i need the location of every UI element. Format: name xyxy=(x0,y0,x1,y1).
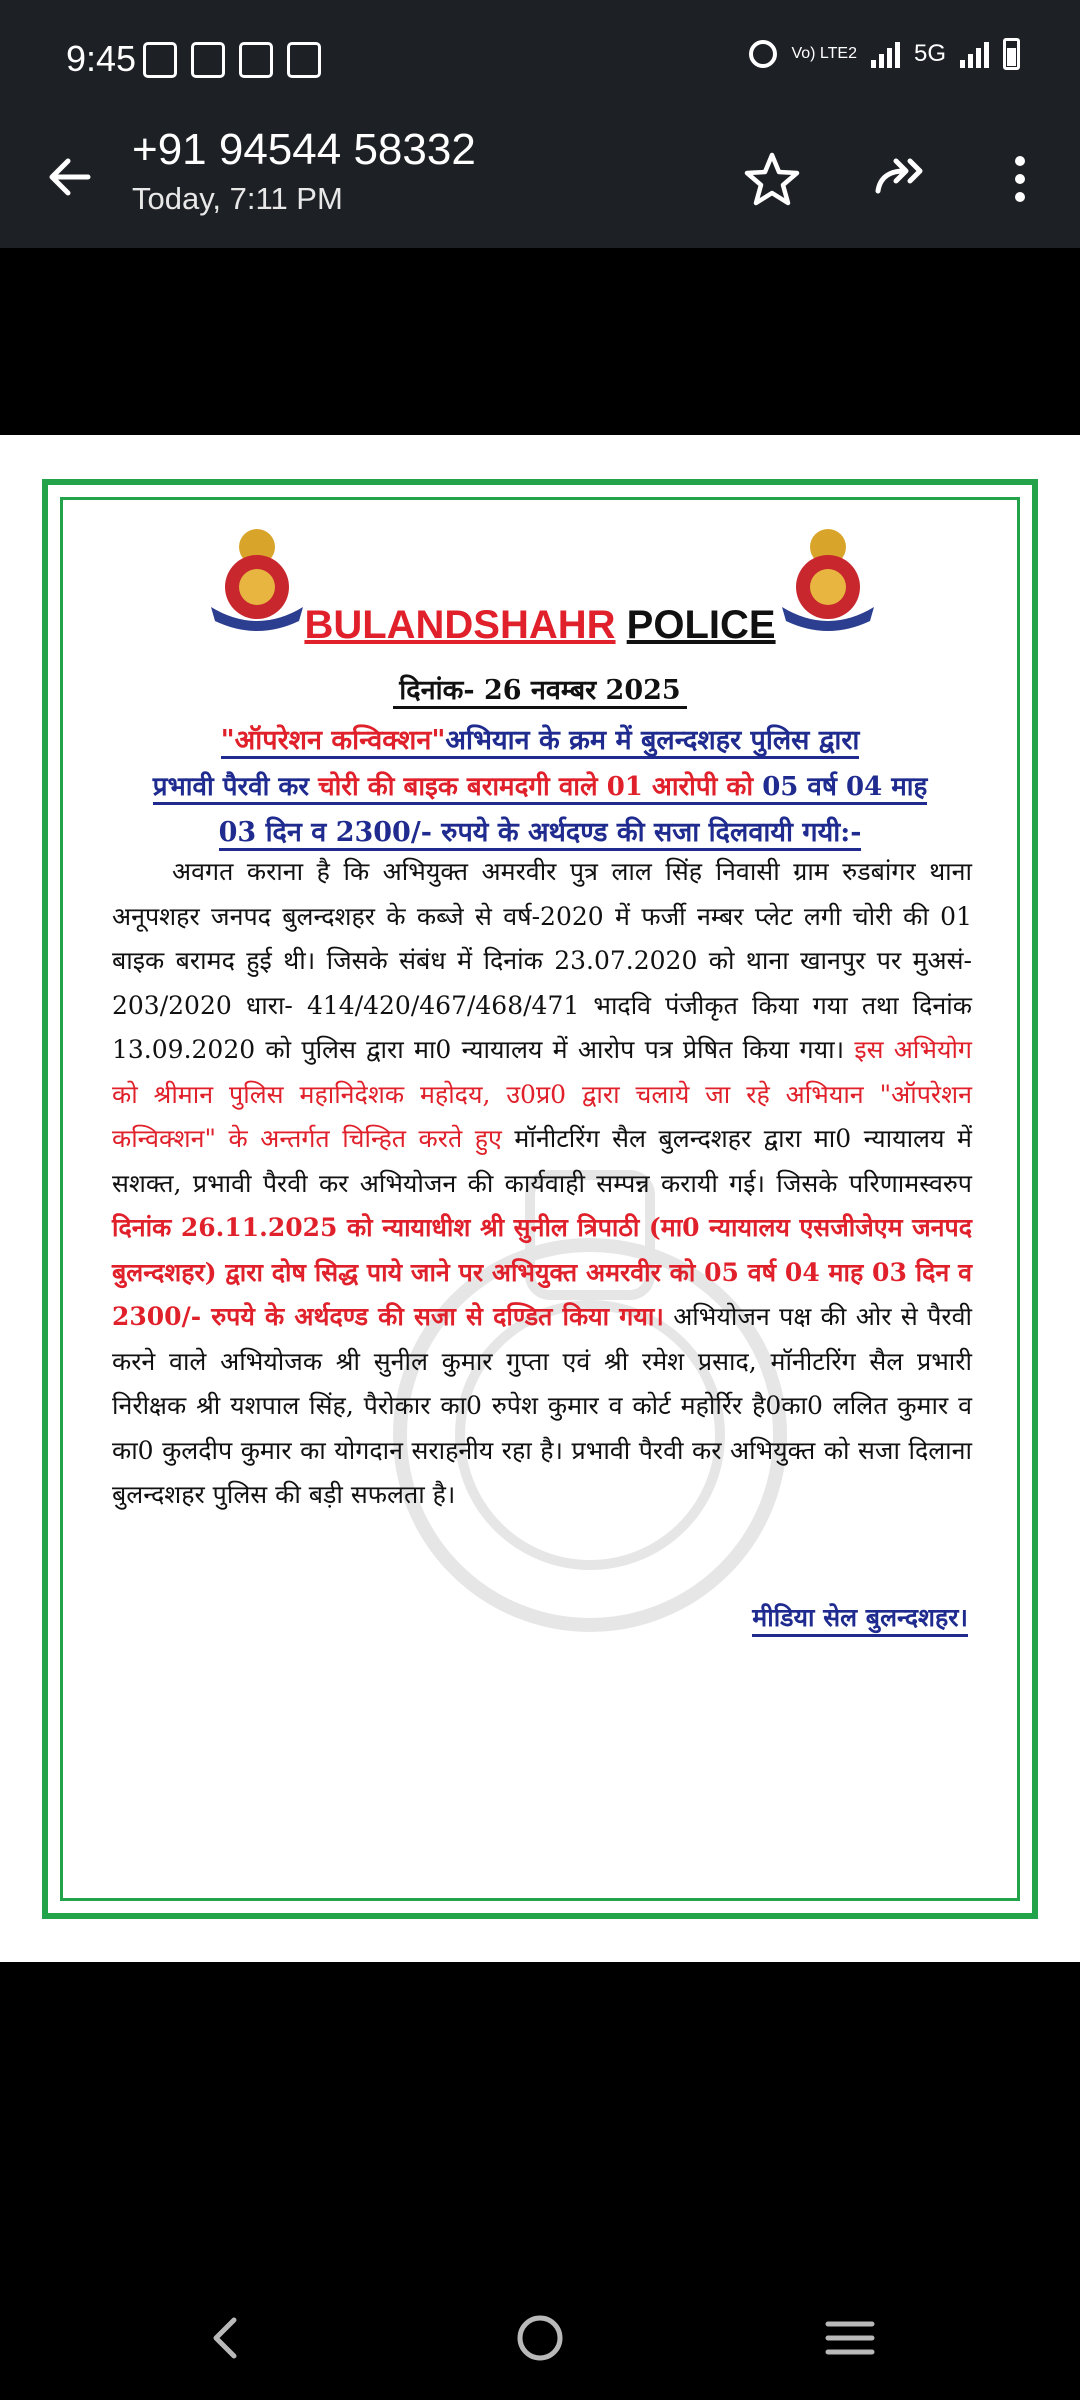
forward-icon[interactable] xyxy=(868,147,932,211)
body-para-verdict: दिनांक 26.11.2025 को न्यायाधीश श्री सुनील त्रिपाठी (मा0 न्यायालय एसजीजेएम जनपद बुलन्दशहर) द्वारा दोष सिद्ध पाये जाने पर अभियुक्त अमरवीर को 05 वर्ष 04 माह 03 दिन व 2300/- रुपये के अर्थदण्ड की सजा से दण्डित किया गया। xyxy=(112,1213,972,1331)
header-police: POLICE xyxy=(626,603,776,647)
document-image[interactable] xyxy=(0,435,1080,1962)
contact-number: +91 94544 58332 xyxy=(132,125,476,174)
dainik-bhaskar-icon xyxy=(239,42,273,78)
title-line-3-text: 03 दिन व 2300/- रुपये के अर्थदण्ड की सजा दिलवायी गयी:- xyxy=(219,817,862,851)
dainik-bhaskar-icon xyxy=(143,42,177,78)
document-header xyxy=(0,603,1080,648)
back-icon[interactable] xyxy=(40,147,100,207)
body-para-campaign: इस अभियोग को श्रीमान पुलिस महानिदेशक महोदय, उ0प्र0 द्वारा चलाये जा रहे अभियान "ऑपरेशन कन्विक्शन" के अन्तर्गत चिन्हित करते हुए xyxy=(112,1035,972,1153)
title-line-1-text: अभियान के क्रम में बुलन्दशहर पुलिस द्वारा xyxy=(445,725,860,756)
title-line-2-text-b: 05 वर्ष 04 माह xyxy=(762,772,928,802)
navigation-bar xyxy=(0,2280,1080,2400)
dainik-bhaskar-icon xyxy=(287,42,321,78)
notification-icons xyxy=(143,42,321,78)
status-indicators xyxy=(749,38,1020,70)
title-line-2-red: चोरी की बाइक बरामदगी वाले 01 आरोपी को xyxy=(318,772,754,802)
body-para-monitoring: मॉनीटरिंग सैल बुलन्दशहर द्वारा मा0 न्यायालय में सशक्त, प्रभावी पैरवी कर अभियोजन की कार्यवाही सम्पन्न करायी गई। जिसके परिणामस्वरुप xyxy=(112,1124,972,1198)
title-operation-name: "ऑपरेशन कन्विक्शन" xyxy=(220,725,446,756)
title-line-2-text-a: प्रभावी पैरवी कर xyxy=(152,772,309,802)
title-line-2 xyxy=(112,764,968,810)
document-date xyxy=(0,670,1080,707)
title-line-1 xyxy=(112,718,968,764)
document-body xyxy=(112,850,972,1518)
app-bar xyxy=(0,125,1080,248)
network-label: 5G xyxy=(913,40,946,67)
home-icon[interactable] xyxy=(510,2308,570,2368)
back-nav-icon[interactable] xyxy=(198,2308,258,2368)
signal-icon xyxy=(871,40,900,68)
bhaskar-app-icon xyxy=(191,42,225,78)
media-cell-signature: मीडिया सेल बुलन्दशहर। xyxy=(752,1600,968,1637)
status-bar xyxy=(0,0,1080,125)
alarm-icon xyxy=(749,40,777,68)
star-icon[interactable] xyxy=(740,147,804,211)
body-para-credits: अभियोजन पक्ष की ओर से पैरवी करने वाले अभियोजक श्री सुनील कुमार गुप्ता एवं श्री रमेश प्रसाद, मॉनीटरिंग सैल प्रभारी निरीक्षक श्री यशपाल सिंह, पैरोकार का0 रुपेश कुमार व कोर्ट महोर्रिर है0का0 ललित कुमार व का0 कुलदीप कुमार का योगदान सराहनीय रहा है। प्रभावी पैरवी कर अभियुक्त को सजा दिलाना बुलन्दशहर पुलिस की बड़ी सफलता है। xyxy=(112,1302,972,1509)
status-time: 9:45 xyxy=(66,38,137,79)
volte-label: Vo) LTE2 xyxy=(791,45,857,62)
date-text: दिनांक- 26 नवम्बर 2025 xyxy=(393,675,686,709)
signal-icon xyxy=(960,40,989,68)
recents-icon[interactable] xyxy=(820,2308,880,2368)
header-bulandshahr: BULANDSHAHR xyxy=(304,603,616,647)
more-icon[interactable] xyxy=(988,147,1052,211)
message-timestamp: Today, 7:11 PM xyxy=(132,181,343,216)
battery-icon xyxy=(1003,38,1020,70)
body-para-intro: अवगत कराना है कि अभियुक्त अमरवीर पुत्र लाल सिंह निवासी ग्राम रुडबांगर थाना अनूपशहर जनपद बुलन्दशहर के कब्जे से वर्ष-2020 में फर्जी नम्बर प्लेट लगी चोरी की 01 बाइक बरामद हुई थी। जिसके संबंध में दिनांक 23.07.2020 को थाना खानपुर पर मुअसं- 203/2020 धारा- 414/420/467/468/471 भादवि पंजीकृत किया गया तथा दिनांक 13.09.2020 को पुलिस द्वारा मा0 न्यायालय में आरोप पत्र प्रेषित किया गया। xyxy=(112,857,972,1064)
